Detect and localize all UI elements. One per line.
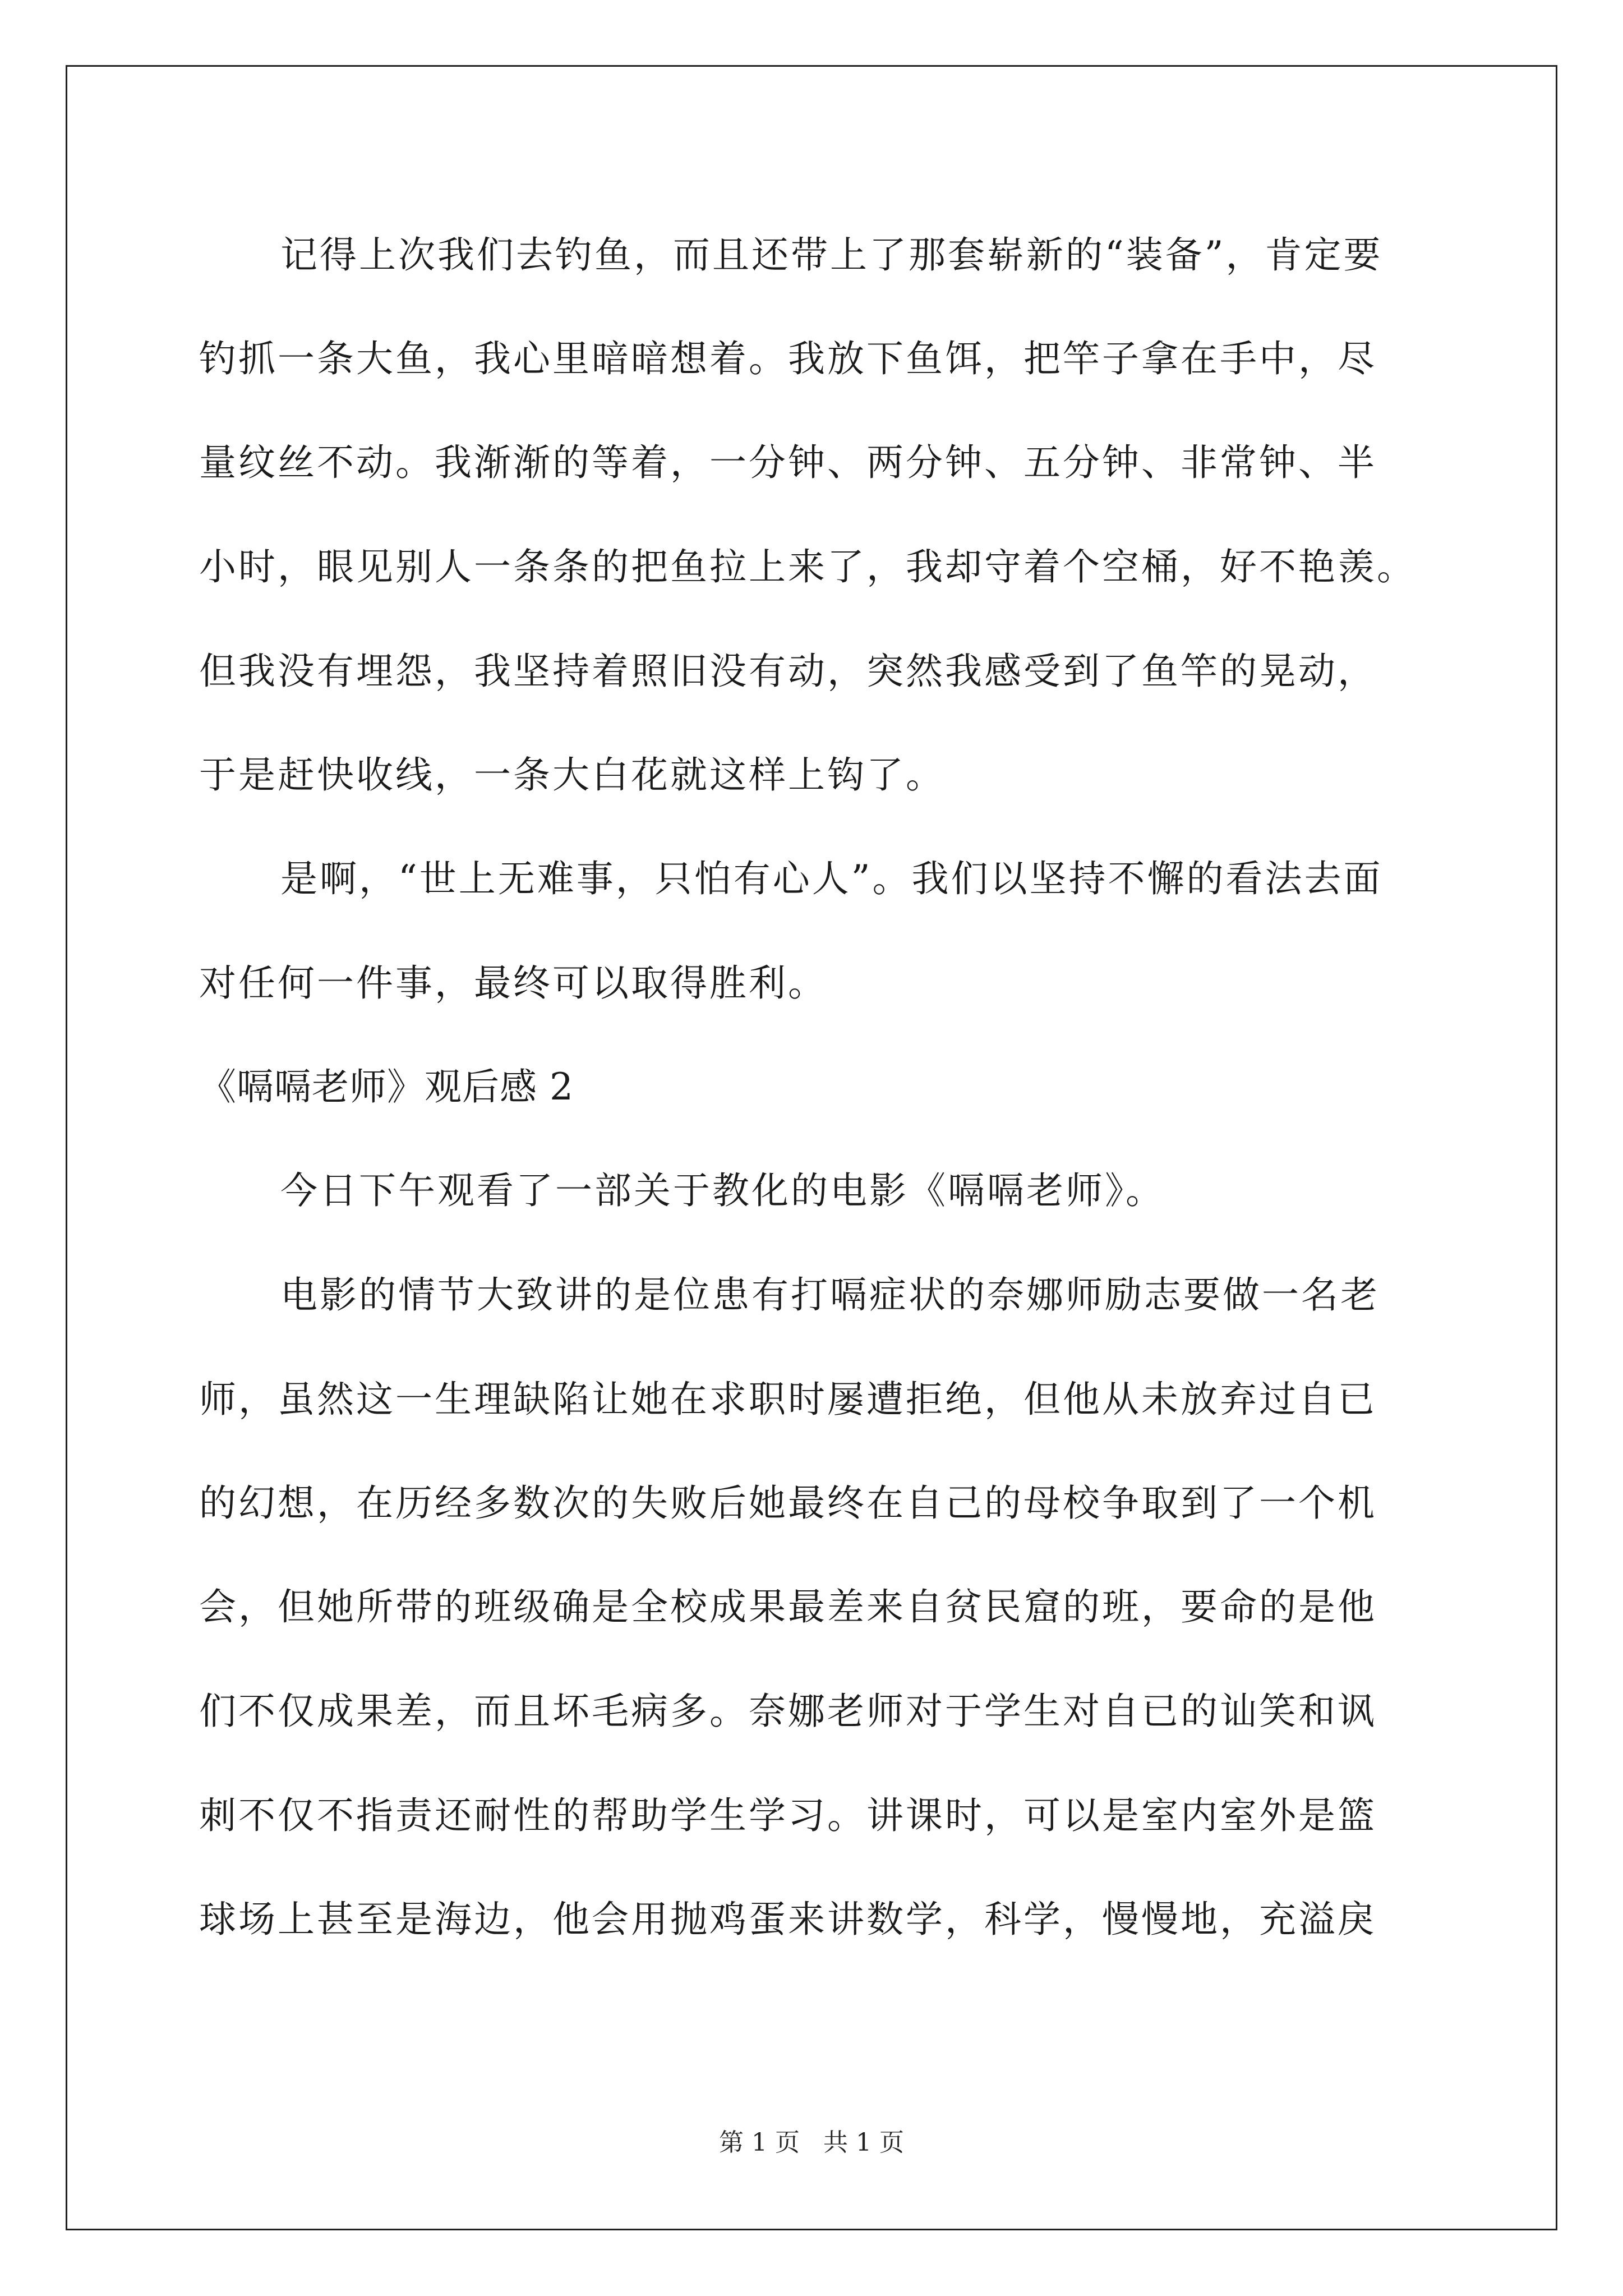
paragraph-4-line-7: 球场上甚至是海边，他会用抛鸡蛋来讲数学，科学，慢慢地，充溢戾 (199, 1898, 1377, 1941)
paragraph-2-line-2: 对任何一件事，最终可以取得胜利。 (199, 961, 827, 1005)
paragraph-2-line-1: 是啊，“世上无难事，只怕有心人”。我们以坚持不懈的看法去面 (280, 857, 1383, 900)
paragraph-4-line-5: 们不仅成果差，而且坏毛病多。奈娜老师对于学生对自已的讪笑和讽 (199, 1690, 1377, 1733)
paragraph-1-line-1: 记得上次我们去钓鱼，而且还带上了那套崭新的“装备”，肯定要 (280, 233, 1383, 277)
paragraph-4-line-6: 刺不仅不指责还耐性的帮助学生学习。讲课时，可以是室内室外是篮 (199, 1794, 1377, 1837)
paragraph-1-line-5: 但我没有埋怨，我坚持着照旧没有动，突然我感受到了鱼竿的晃动， (199, 650, 1377, 693)
paragraph-4-line-3: 的幻想，在历经多数次的失败后她最终在自己的母校争取到了一个机 (199, 1481, 1377, 1525)
paragraph-3-line-1: 今日下午观看了一部关于教化的电影《嗝嗝老师》。 (280, 1169, 1165, 1212)
section-heading: 《嗝嗝老师》观后感 2 (199, 1065, 574, 1108)
paragraph-1-line-2: 钓抓一条大鱼，我心里暗暗想着。我放下鱼饵，把竿子拿在手中，尽 (199, 337, 1377, 380)
paragraph-4-line-2: 师，虽然这一生理缺陷让她在求职时屡遭拒绝，但他从未放弃过自已 (199, 1378, 1377, 1421)
paragraph-1-line-6: 于是赶快收线，一条大白花就这样上钩了。 (199, 753, 945, 797)
paragraph-1-line-4: 小时，眼见别人一条条的把鱼拉上来了，我却守着个空桶，好不艳羡。 (199, 545, 1416, 588)
paragraph-4-line-1: 电影的情节大致讲的是位患有打嗝症状的奈娜师励志要做一名老 (280, 1273, 1380, 1317)
page-footer (0, 2126, 1623, 2160)
paragraph-4-line-4: 会，但她所带的班级确是全校成果最差来自贫民窟的班，要命的是他 (199, 1585, 1377, 1628)
paragraph-1-line-3: 量纹丝不动。我渐渐的等着，一分钟、两分钟、五分钟、非常钟、半 (199, 441, 1377, 484)
page-total: 共 1 页 (823, 2128, 904, 2157)
page-number: 第 1 页 (719, 2128, 800, 2157)
